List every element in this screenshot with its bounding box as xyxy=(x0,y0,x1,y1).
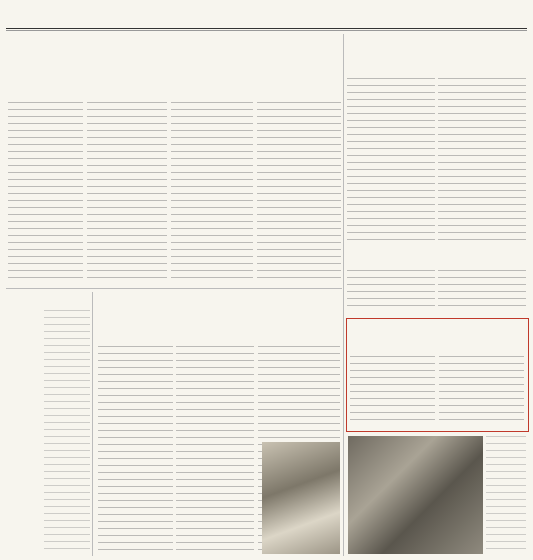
wuhan-text-col-1 xyxy=(347,78,435,243)
news-photo-workers xyxy=(348,436,483,554)
jilin-text-col-1 xyxy=(350,356,435,426)
lead-text-col-4 xyxy=(257,102,341,282)
wuhan-text-col-2 xyxy=(438,78,526,243)
lead-text-col-2 xyxy=(87,102,167,282)
masthead-rule-thin xyxy=(6,30,527,31)
lead-text-col-1 xyxy=(8,102,83,282)
sidebar-text xyxy=(44,310,90,555)
gansu-text-col-1 xyxy=(98,346,173,556)
lead-bottom-rule xyxy=(6,288,342,289)
grain-text-col-1 xyxy=(347,270,435,310)
lead-text-col-3 xyxy=(171,102,253,282)
grain-text-col-2 xyxy=(438,270,526,310)
news-photo-gansu xyxy=(262,442,340,554)
column-rule xyxy=(343,34,344,556)
photo-caption-text xyxy=(486,436,526,554)
masthead-rule xyxy=(6,28,527,29)
sidebar-rule xyxy=(92,292,93,556)
jilin-text-col-2 xyxy=(439,356,524,426)
gansu-text-col-2 xyxy=(176,346,254,556)
